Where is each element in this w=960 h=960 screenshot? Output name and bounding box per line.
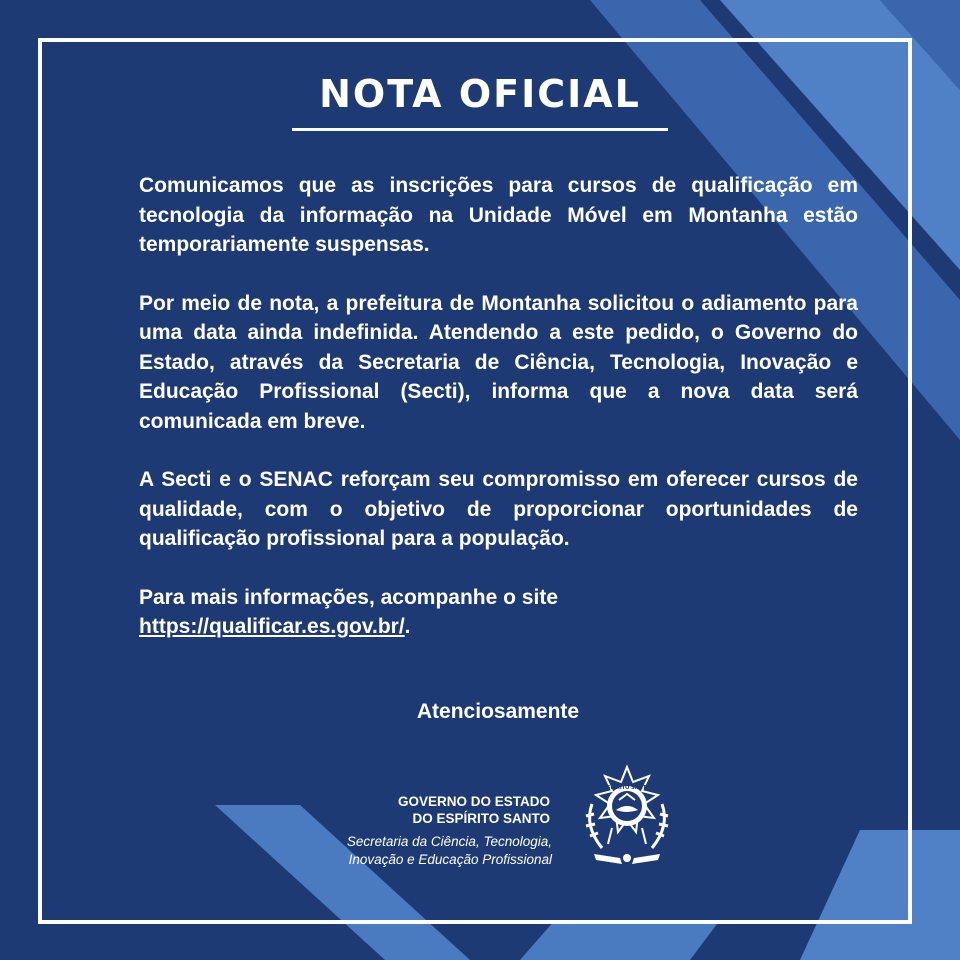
gov-line-2: DO ESPÍRITO SANTO bbox=[412, 811, 550, 826]
info-link-suffix: . bbox=[404, 615, 411, 638]
site-link[interactable]: https://qualificar.es.gov.br/ bbox=[139, 615, 405, 638]
page-title: NOTA OFICIAL bbox=[319, 72, 641, 116]
info-text: Para mais informações, acompanhe o site bbox=[139, 585, 558, 609]
secretaria-line-2: Inovação e Educação Profissional bbox=[348, 852, 552, 867]
title-underline bbox=[292, 128, 668, 131]
svg-text:ESPÍRITO SANTO: ESPÍRITO SANTO bbox=[603, 785, 651, 791]
paragraph-3: A Secti e o SENAC reforçam seu compromisso em oferecer cursos de qualidade, com o objetivo de proporcionar oportunidades de qualificação profissional para a população. bbox=[139, 468, 858, 550]
paragraph-2: Por meio de nota, a prefeitura de Montanha solicitou o adiamento para uma data ainda indefinida. Atendendo a este pedido, o Governo do Estado, através da Secretaria de Ciência, Tecnologia, Inovação e Educação Profissional (Secti), informa que a nova data será comunicada em breve. bbox=[139, 291, 858, 433]
gov-line-1: GOVERNO DO ESTADO bbox=[397, 794, 550, 809]
info-paragraph bbox=[139, 583, 858, 642]
secretaria-line-1: Secretaria da Ciência, Tecnologia, bbox=[346, 834, 552, 849]
government-name bbox=[300, 793, 550, 827]
secretaria-name bbox=[270, 833, 552, 869]
notice-body bbox=[139, 171, 858, 671]
state-coat-of-arms-icon bbox=[572, 764, 682, 874]
paragraph-1: Comunicamos que as inscrições para cursos de qualificação em tecnologia da informação na Unidade Móvel em Montanha estão temporariamente suspensas. bbox=[139, 174, 858, 256]
closing-salutation: Atenciosamente bbox=[416, 700, 580, 723]
